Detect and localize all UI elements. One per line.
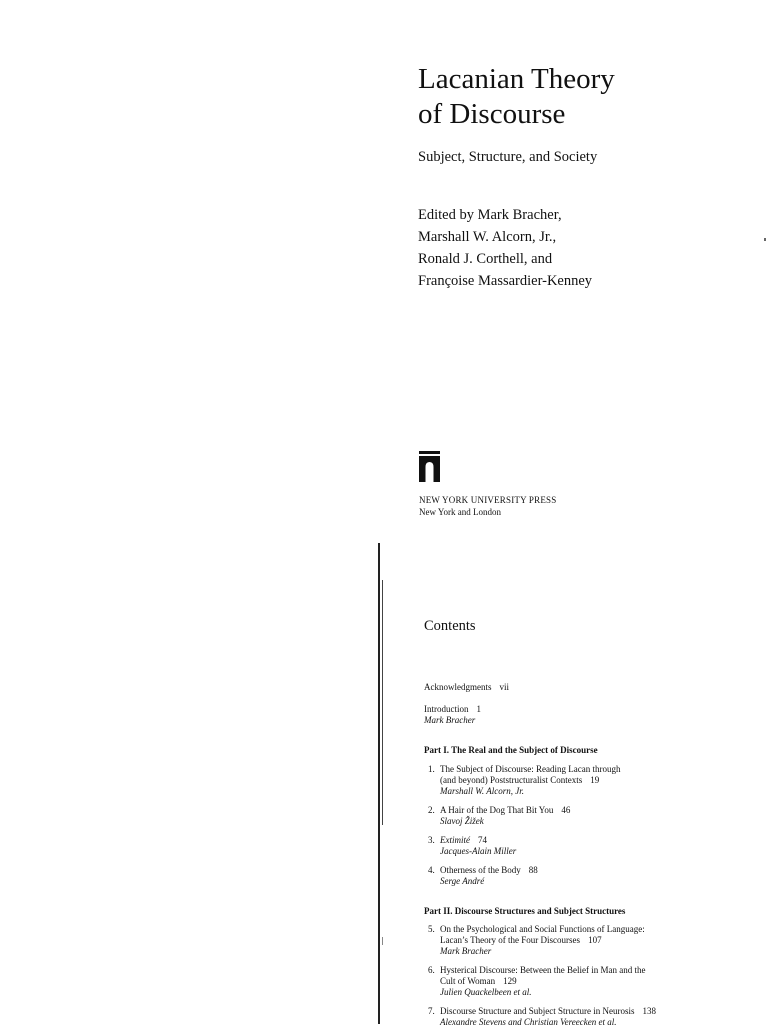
toc-chapter-title-cont: Lacan’s Theory of the Four Discourses [440,935,581,945]
editor-line-4: Françoise Massardier-Kenney [418,273,593,289]
contents-heading: Contents [424,618,476,634]
toc-page-number: 19 [590,775,600,785]
toc-page-number: 74 [478,835,487,845]
toc-author: Mark Bracher [440,946,492,956]
publisher-name: NEW YORK UNIVERSITY PRESS [419,495,557,505]
toc-page-number: 138 [642,1006,656,1016]
toc-author: Mark Bracher [424,715,476,725]
toc-entry-label: Acknowledgments [424,682,492,692]
toc-chapter-number: 5. [428,924,435,934]
toc-author: Julien Quackelbeen et al. [440,987,532,997]
toc-chapter-title: Otherness of the Body [440,865,521,875]
toc-chapter-title: Extimité [440,835,470,845]
toc-page-number: 46 [561,805,571,815]
toc-part-heading: Part II. Discourse Structures and Subject Structures [424,906,626,916]
toc-page-number: 107 [588,935,602,945]
toc-author: Marshall W. Alcorn, Jr. [440,786,525,796]
book-title [418,62,615,132]
toc-introduction [424,704,481,726]
toc-chapter-title: Discourse Structure and Subject Structure in Neurosis [440,1006,635,1016]
toc-chapter-number: 7. [428,1006,435,1016]
toc-chapter [428,965,645,998]
toc-author: Jacques-Alain Miller [440,846,517,856]
nyu-press-arch-icon [419,451,440,482]
toc-chapter [428,835,516,857]
toc-chapter-title: Hysterical Discourse: Between the Belief in Man and the [440,965,646,975]
toc-chapter-title-cont: (and beyond) Poststructuralist Contexts [440,775,583,785]
book-subtitle: Subject, Structure, and Society [418,149,598,165]
toc-chapter-number: 6. [428,965,435,975]
editor-line-3: Ronald J. Corthell, and [418,251,553,267]
toc-acknowledgments [424,682,509,693]
editor-line-1: Edited by Mark Bracher, [418,207,562,223]
toc-page-number: 88 [528,865,538,875]
toc-entry-label: Introduction [424,704,469,714]
toc-page-number: 1 [476,704,481,714]
toc-chapter-number: 1. [428,764,435,774]
book-title-line-2: of Discourse [418,98,566,130]
toc-page-number: 129 [503,976,517,986]
editors-block [418,204,592,292]
toc-chapter-title: On the Psychological and Social Functions of Language: [440,924,645,934]
toc-chapter [428,924,645,957]
toc-author: Alexandre Stevens and Christian Vereecken et al. [440,1017,617,1027]
publisher-location: New York and London [419,507,501,517]
toc-author: Slavoj Žižek [440,816,484,826]
toc-page-number: vii [499,682,510,692]
toc-part-heading: Part I. The Real and the Subject of Discourse [424,745,598,755]
toc-author: Serge André [440,876,485,886]
toc-chapter-number: 3. [428,835,435,845]
book-title-line-1: Lacanian Theory [418,63,615,95]
toc-chapter-title: A Hair of the Dog That Bit You [440,805,554,815]
toc-chapter [428,1006,656,1028]
toc-chapter-number: 2. [428,805,435,815]
toc-chapter-title: The Subject of Discourse: Reading Lacan through [440,764,621,774]
toc-chapter-title-cont: Cult of Woman [440,976,496,986]
editor-line-2: Marshall W. Alcorn, Jr., [418,229,557,245]
toc-chapter [428,764,620,797]
toc-chapter-number: 4. [428,865,435,875]
toc-chapter [428,805,570,827]
scan-speck [764,238,766,241]
toc-chapter [428,865,538,887]
contents-page [0,540,768,1027]
